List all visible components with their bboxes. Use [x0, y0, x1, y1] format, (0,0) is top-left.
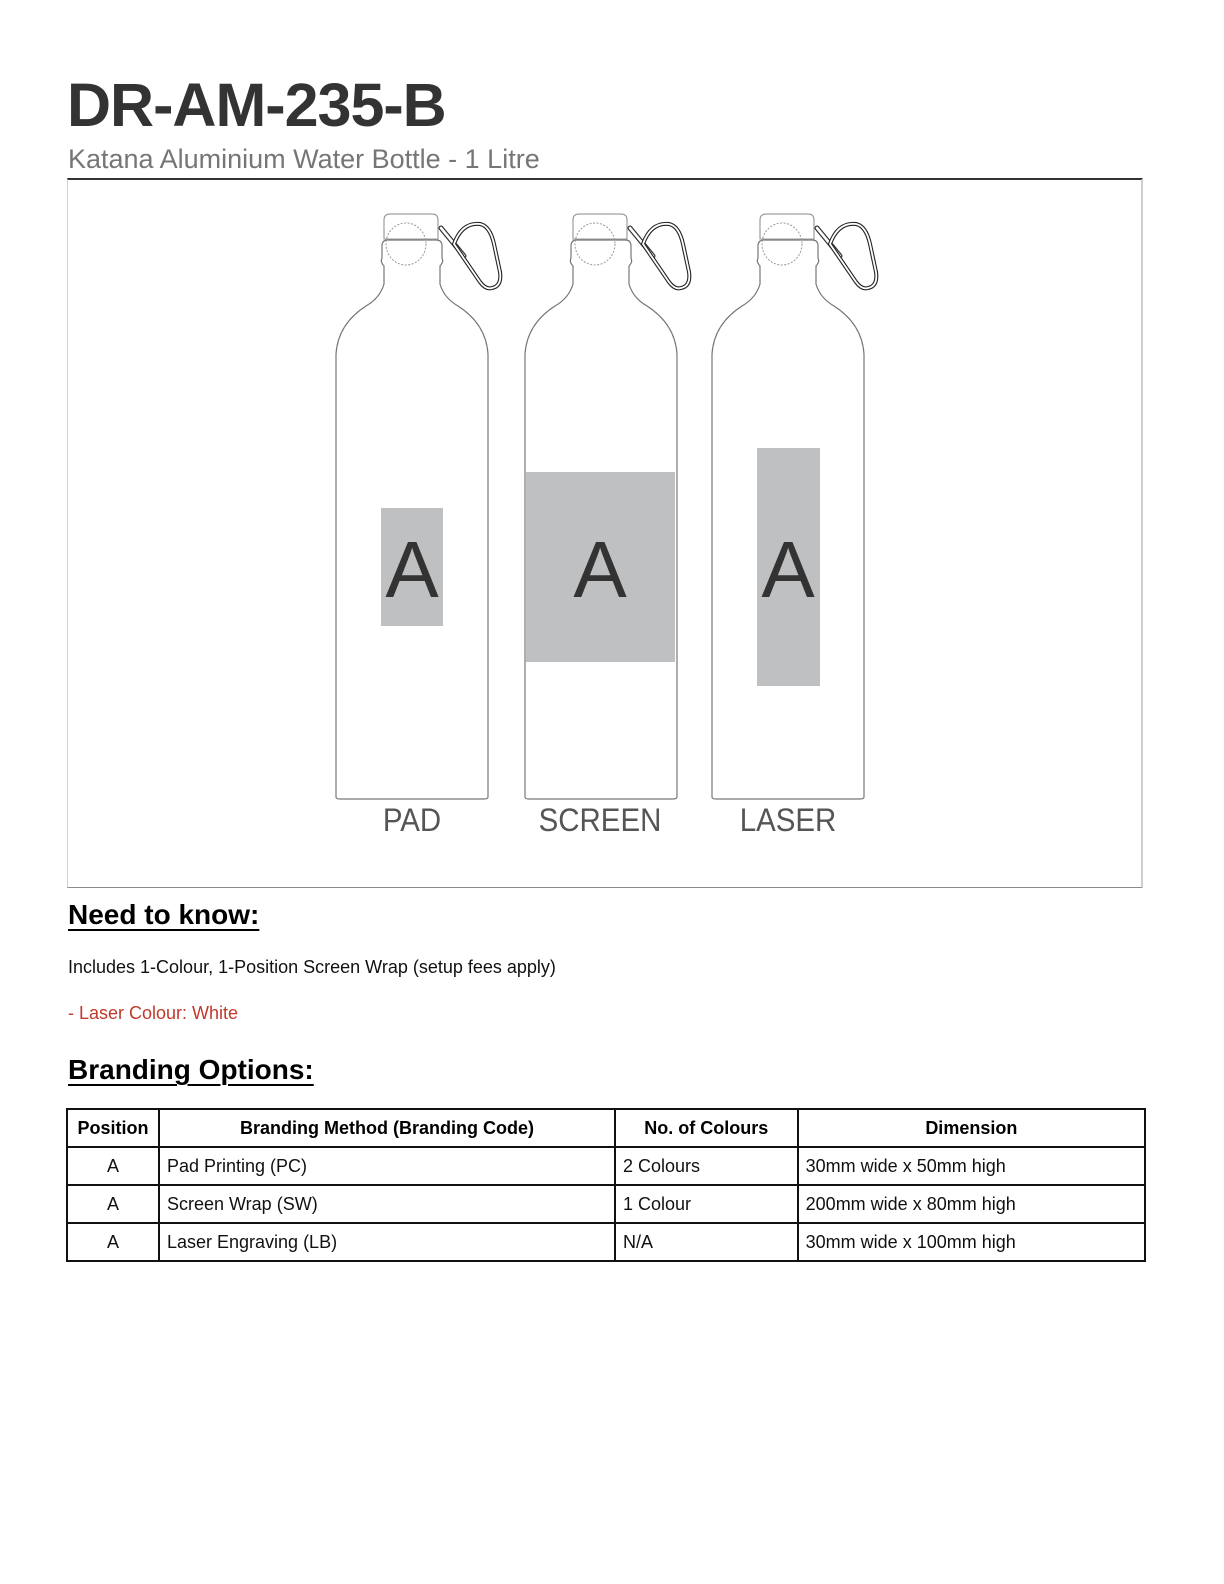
screen-position-letter: A: [573, 525, 627, 614]
product-code: DR-AM-235-B: [67, 71, 446, 139]
cell-dimension: 200mm wide x 80mm high: [798, 1185, 1145, 1223]
screen-label: SCREEN: [538, 802, 662, 838]
need-to-know-heading: Need to know:: [68, 899, 260, 930]
laser-position-letter: A: [761, 525, 815, 614]
cell-position: A: [67, 1223, 159, 1261]
table-row: [67, 1185, 1145, 1223]
table-row: [67, 1147, 1145, 1185]
column-header-method: Branding Method (Branding Code): [159, 1109, 615, 1147]
branding-options-heading: Branding Options:: [68, 1054, 314, 1085]
cell-method: Pad Printing (PC): [159, 1147, 615, 1185]
column-header-position: Position: [67, 1109, 159, 1147]
bottle-pad: [336, 214, 500, 799]
cell-method: Screen Wrap (SW): [159, 1185, 615, 1223]
laser-label: LASER: [739, 802, 837, 838]
cell-colours: N/A: [615, 1223, 798, 1261]
branding-options-table: [66, 1108, 1146, 1262]
cell-colours: 2 Colours: [615, 1147, 798, 1185]
table-row: [67, 1223, 1145, 1261]
cell-method: Laser Engraving (LB): [159, 1223, 615, 1261]
cell-colours: 1 Colour: [615, 1185, 798, 1223]
cell-dimension: 30mm wide x 100mm high: [798, 1223, 1145, 1261]
column-header-colours: No. of Colours: [615, 1109, 798, 1147]
cell-position: A: [67, 1147, 159, 1185]
column-header-dimension: Dimension: [798, 1109, 1145, 1147]
need-to-know-text: Includes 1-Colour, 1-Position Screen Wrap (setup fees apply): [68, 957, 556, 977]
cell-position: A: [67, 1185, 159, 1223]
product-name: Katana Aluminium Water Bottle - 1 Litre: [68, 144, 540, 174]
pad-label: PAD: [382, 802, 442, 838]
pad-position-letter: A: [385, 525, 439, 614]
laser-colour-note: - Laser Colour: White: [68, 1003, 239, 1023]
cell-dimension: 30mm wide x 50mm high: [798, 1147, 1145, 1185]
table-header-row: [67, 1109, 1145, 1147]
